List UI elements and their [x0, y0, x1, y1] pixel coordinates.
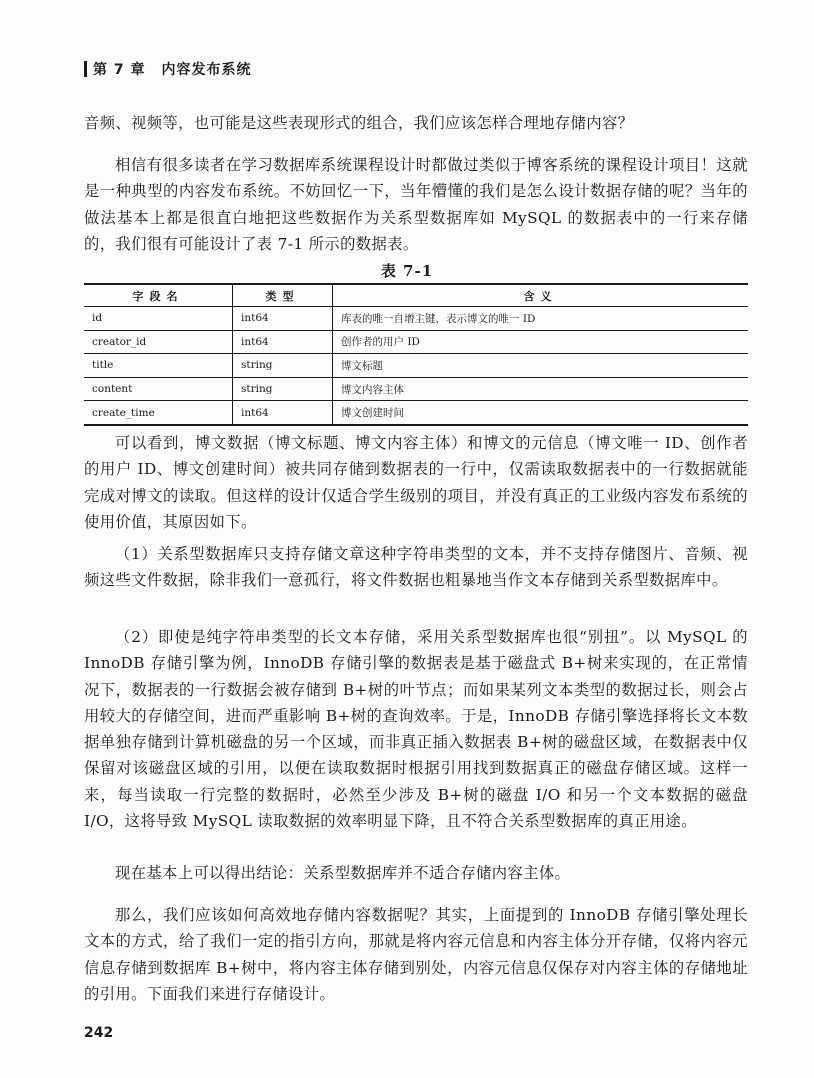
- table-cell: 博文标题: [333, 354, 749, 378]
- table-cell: creator_id: [84, 330, 233, 354]
- paragraph-1: 音频、视频等，也可能是这些表现形式的组合，我们应该怎样合理地存储内容？: [84, 114, 634, 132]
- paragraph-3: 可以看到，博文数据（博文标题、博文内容主体）和博文的元信息（博文唯一 ID、创作者的用户 ID、博文创建时间）被共同存储到数据表的一行中，仅需读取数据表中的一行数据就能完成对博文的读取。但这样的设计仅适合学生级别的项目，并没有真正的工业级内容发布系统的使用价值，其原因如下。: [84, 434, 748, 531]
- table-cell: title: [84, 354, 233, 378]
- table-cell: string: [233, 354, 333, 378]
- header-bar: [84, 61, 87, 77]
- table-cell: create_time: [84, 401, 233, 425]
- table-cell: int64: [233, 330, 333, 354]
- table-row: [84, 377, 748, 401]
- table-cell: 博文内容主体: [333, 377, 749, 401]
- table-row: [84, 307, 748, 331]
- paragraph-5: （2）即使是纯字符串类型的长文本存储，采用关系型数据库也很“别扭”。以 MySQL 的 InnoDB 存储引擎为例，InnoDB 存储引擎的数据表是基于磁盘式 B+树来实现的，在正常情况下，数据表的一行数据会被存储到 B+树的叶节点；而如果某列文本类型的数据过长，则会占用较大的存储空间，进而严重影响 B+树的查询效率。于是，InnoDB 存储引擎选择将长文本数据单独存储到计算机磁盘的另一个区域，而非真正插入数据表 B+树的磁盘区域，在数据表中仅保留对该磁盘区域的引用，以便在读取数据时根据引用找到数据真正的磁盘存储区域。这样一来，每当读取一行完整的数据时，必然至少涉及 B+树的磁盘 I/O 和另一个文本数据的磁盘 I/O，这将导致 MySQL 读取数据的效率明显下降，且不符合关系型数据库的真正用途。: [84, 628, 748, 831]
- table-cell: string: [233, 377, 333, 401]
- paragraph-4: （1）关系型数据库只支持存储文章这种字符串类型的文本，并不支持存储图片、音频、视频这些文件数据，除非我们一意孤行，将文件数据也粗暴地当作文本存储到关系型数据库中。: [84, 545, 748, 590]
- table-cell: id: [84, 307, 233, 331]
- header-cell: 字段名: [84, 284, 233, 307]
- data-table: [84, 283, 748, 426]
- table-row: [84, 354, 748, 378]
- header-cell: 类型: [233, 284, 333, 307]
- table-cell: content: [84, 377, 233, 401]
- page-number: 242: [84, 1025, 114, 1041]
- table-cell: 库表的唯一自增主键，表示博文的唯一 ID: [333, 307, 749, 331]
- table-cell: int64: [233, 307, 333, 331]
- paragraph-6: 现在基本上可以得出结论：关系型数据库并不适合存储内容主体。: [115, 864, 571, 882]
- running-header: [84, 59, 252, 79]
- paragraph-2: 相信有很多读者在学习数据库系统课程设计时都做过类似于博客系统的课程设计项目！这就是一种典型的内容发布系统。不妨回忆一下，当年懵懂的我们是怎么设计数据存储的呢？当年的做法基本上都是很直白地把这些数据作为关系型数据库如 MySQL 的数据表中的一行来存储的，我们很有可能设计了表 7-1 所示的数据表。: [84, 156, 748, 253]
- table-cell: 博文创建时间: [333, 401, 749, 425]
- table-caption: 表 7-1: [380, 262, 434, 280]
- table-cell: 创作者的用户 ID: [333, 330, 749, 354]
- table-row: [84, 330, 748, 354]
- chapter-number: 第 7 章: [93, 62, 146, 78]
- paragraph-7: 那么，我们应该如何高效地存储内容数据呢？其实，上面提到的 InnoDB 存储引擎处理长文本的方式，给了我们一定的指引方向，那就是将内容元信息和内容主体分开存储，仅将内容元信息存储到数据库 B+树中，将内容主体存储到别处，内容元信息仅保存对内容主体的存储地址的引用。下面我们来进行存储设计。: [84, 906, 748, 1003]
- header-cell: 含义: [333, 284, 749, 307]
- table-row: [84, 401, 748, 425]
- table-header-row: [84, 284, 748, 307]
- chapter-title: 内容发布系统: [161, 62, 252, 78]
- table-cell: int64: [233, 401, 333, 425]
